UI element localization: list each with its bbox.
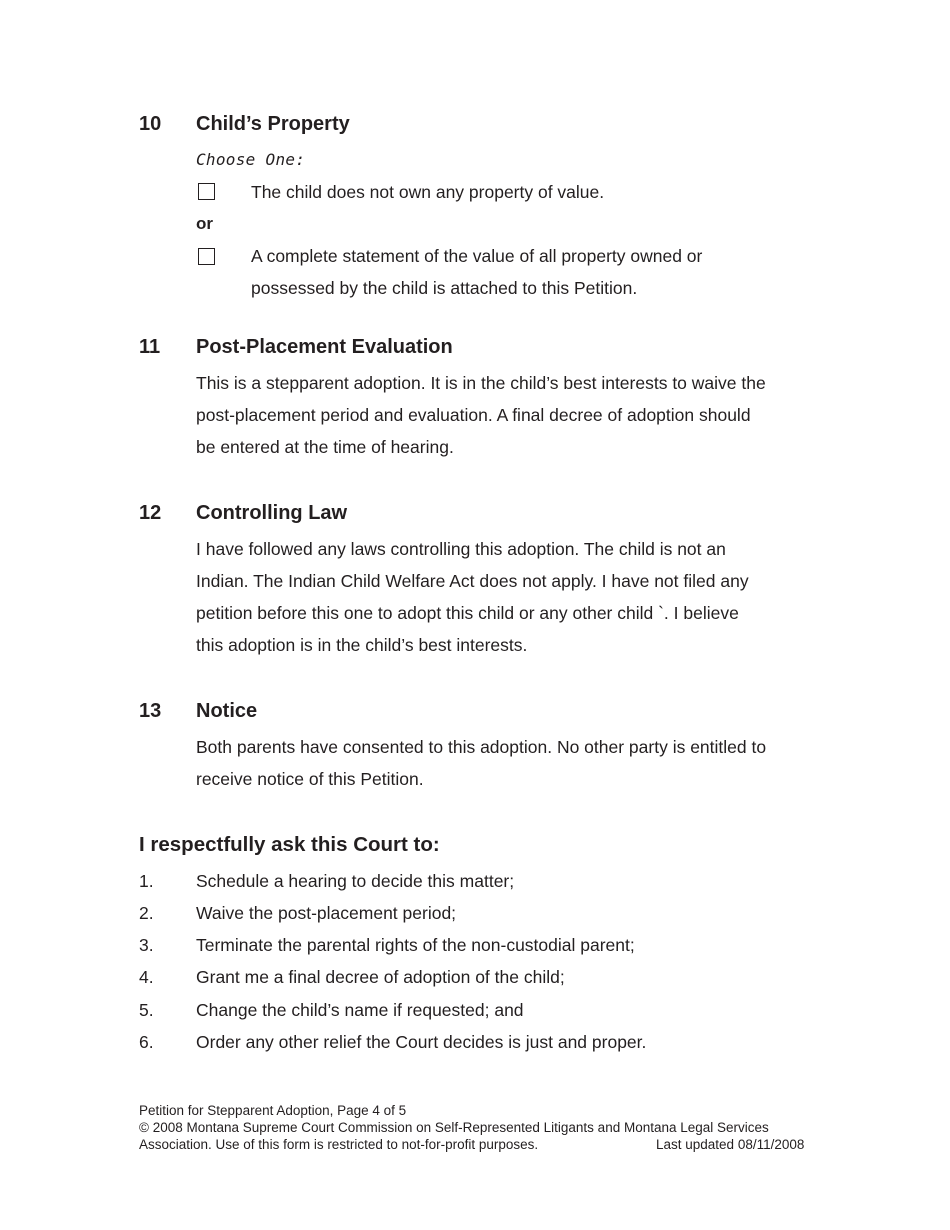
no-property-checkbox[interactable] [198, 183, 215, 200]
request-item-text: Terminate the parental rights of the non-custodial parent; [196, 935, 635, 955]
request-item-text: Grant me a final decree of adoption of the child; [196, 967, 565, 987]
section-13-line-1: Both parents have consented to this adoption. No other party is entitled to [196, 737, 767, 757]
section-10-number: 10 [139, 113, 162, 135]
section-12-title: Controlling Law [196, 502, 348, 524]
footer-copyright: © 2008 Montana Supreme Court Commission on Self-Represented Litigants and Montana Legal Services [139, 1120, 769, 1135]
request-item-number: 6. [139, 1032, 154, 1052]
property-statement-checkbox[interactable] [198, 248, 215, 265]
section-13-title: Notice [196, 700, 258, 722]
choose-one-label: Choose One: [196, 150, 306, 169]
section-12-line-4: this adoption is in the child’s best interests. [196, 635, 528, 655]
section-12-number: 12 [139, 502, 162, 524]
request-item-text: Waive the post-placement period; [196, 903, 457, 923]
request-item-number: 2. [139, 903, 154, 923]
footer-page-label: Petition for Stepparent Adoption, Page 4 of 5 [139, 1103, 407, 1118]
section-11-line-2: post-placement period and evaluation. A final decree of adoption should [196, 405, 751, 425]
section-10-title: Child’s Property [196, 113, 350, 135]
section-11-line-3: be entered at the time of hearing. [196, 437, 454, 457]
request-item-number: 3. [139, 935, 154, 955]
section-12-line-1: I have followed any laws controlling this adoption. The child is not an [196, 539, 726, 559]
request-heading: I respectfully ask this Court to: [139, 833, 440, 856]
section-11-line-1: This is a stepparent adoption. It is in the child’s best interests to waive the [196, 373, 766, 393]
section-11-title: Post-Placement Evaluation [196, 336, 453, 358]
footer-last-updated: Last updated 08/11/2008 [656, 1137, 805, 1152]
request-item-number: 4. [139, 967, 154, 987]
no-property-option-text: The child does not own any property of value. [251, 182, 605, 202]
request-item-text: Schedule a hearing to decide this matter; [196, 871, 515, 891]
request-item-text: Order any other relief the Court decides is just and proper. [196, 1032, 647, 1052]
request-item-number: 5. [139, 1000, 154, 1020]
section-12-line-3: petition before this one to adopt this child or any other child `. I believe [196, 603, 739, 623]
or-separator: or [196, 214, 213, 233]
property-statement-line-1: A complete statement of the value of all property owned or [251, 246, 703, 266]
request-item-number: 1. [139, 871, 154, 891]
property-statement-line-2: possessed by the child is attached to this Petition. [251, 278, 638, 298]
section-12-line-2: Indian. The Indian Child Welfare Act does not apply. I have not filed any [196, 571, 749, 591]
section-13-number: 13 [139, 700, 162, 722]
section-11-number: 11 [139, 336, 161, 358]
footer-usage-note: Association. Use of this form is restricted to not-for-profit purposes. [139, 1137, 539, 1152]
request-item-text: Change the child’s name if requested; and [196, 1000, 524, 1020]
section-13-line-2: receive notice of this Petition. [196, 769, 424, 789]
